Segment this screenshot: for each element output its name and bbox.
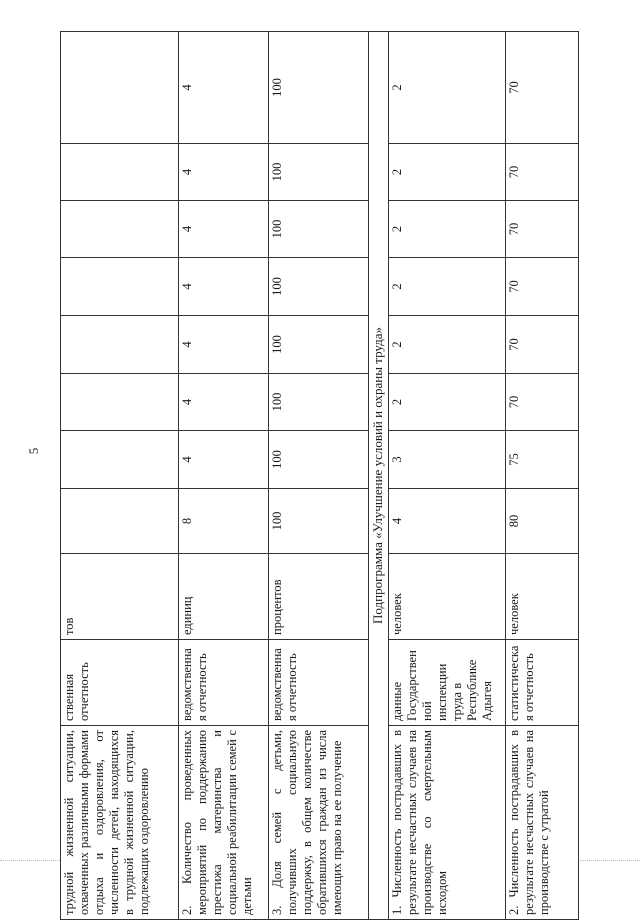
value-cell: 100 xyxy=(269,431,369,489)
value-cell: 100 xyxy=(269,489,369,554)
table-row xyxy=(61,32,179,920)
value-cell: 4 xyxy=(389,489,506,554)
value-cell: 70 xyxy=(506,258,579,316)
table-row xyxy=(506,32,579,920)
source-cell: ведомственная отчетность xyxy=(179,640,269,726)
subprogram-title: Подпрограмма «Улучшение условий и охраны труда» xyxy=(369,32,389,920)
value-cell: 8 xyxy=(179,489,269,554)
value-cell: 70 xyxy=(506,374,579,431)
scan-border-line xyxy=(580,860,640,861)
value-cell xyxy=(61,316,179,374)
value-cell xyxy=(61,431,179,489)
value-cell: 100 xyxy=(269,32,369,144)
value-cell xyxy=(61,144,179,201)
value-cell: 4 xyxy=(179,144,269,201)
unit-cell: человек xyxy=(506,554,579,640)
value-cell: 2 xyxy=(389,201,506,258)
page-number: 5 xyxy=(26,447,41,455)
unit-cell: процентов xyxy=(269,554,369,640)
value-cell: 2 xyxy=(389,258,506,316)
value-cell xyxy=(61,374,179,431)
indicator-cell: 3. Доля семей с детьми, получивших социальную поддержку, в общем количестве обратившихся граждан из числа имеющих право на ее получение xyxy=(269,726,369,920)
value-cell: 75 xyxy=(506,431,579,489)
rotated-page-content xyxy=(60,32,578,920)
value-cell: 4 xyxy=(179,316,269,374)
value-cell: 4 xyxy=(179,258,269,316)
value-cell: 70 xyxy=(506,144,579,201)
indicator-cell: 2. Количество проведенных мероприятий по поддержанию престижа материнства и социальной реабилитации семей с детьми xyxy=(179,726,269,920)
value-cell: 4 xyxy=(179,431,269,489)
value-cell xyxy=(61,258,179,316)
value-cell: 4 xyxy=(179,201,269,258)
value-cell: 4 xyxy=(179,32,269,144)
value-cell: 100 xyxy=(269,316,369,374)
source-cell: ведомственная отчетность xyxy=(269,640,369,726)
indicator-cell: 2. Численность пострадавших в результате несчастных случаев на производстве с утратой xyxy=(506,726,579,920)
value-cell: 100 xyxy=(269,144,369,201)
value-cell: 2 xyxy=(389,32,506,144)
value-cell xyxy=(61,32,179,144)
table-row xyxy=(179,32,269,920)
value-cell: 4 xyxy=(179,374,269,431)
unit-cell: единиц xyxy=(179,554,269,640)
value-cell: 100 xyxy=(269,258,369,316)
source-cell: данные Государственной инспекции труда в Республике Адыгея xyxy=(389,640,506,726)
scan-border-line xyxy=(0,860,60,861)
value-cell: 70 xyxy=(506,201,579,258)
table-row xyxy=(389,32,506,920)
value-cell: 80 xyxy=(506,489,579,554)
value-cell: 70 xyxy=(506,316,579,374)
indicators-table xyxy=(60,31,579,920)
value-cell xyxy=(61,489,179,554)
value-cell: 100 xyxy=(269,374,369,431)
value-cell xyxy=(61,201,179,258)
value-cell: 100 xyxy=(269,201,369,258)
unit-cell: человек xyxy=(389,554,506,640)
value-cell: 2 xyxy=(389,374,506,431)
indicator-cell: 1. Численность пострадавших в результате несчастных случаев на производстве со смертельным исходом xyxy=(389,726,506,920)
value-cell: 2 xyxy=(389,144,506,201)
subprogram-row xyxy=(369,32,389,920)
value-cell: 70 xyxy=(506,32,579,144)
source-cell: ственная отчетность xyxy=(61,640,179,726)
unit-cell: тов xyxy=(61,554,179,640)
table-row xyxy=(269,32,369,920)
value-cell: 2 xyxy=(389,316,506,374)
source-cell: статистическая отчетность xyxy=(506,640,579,726)
indicator-cell: трудной жизненной ситуации, охваченных различными формами отдыха и оздоровления, от численности детей, находящихся в трудной жизненной ситуации, подлежащих оздоровлению xyxy=(61,726,179,920)
value-cell: 3 xyxy=(389,431,506,489)
